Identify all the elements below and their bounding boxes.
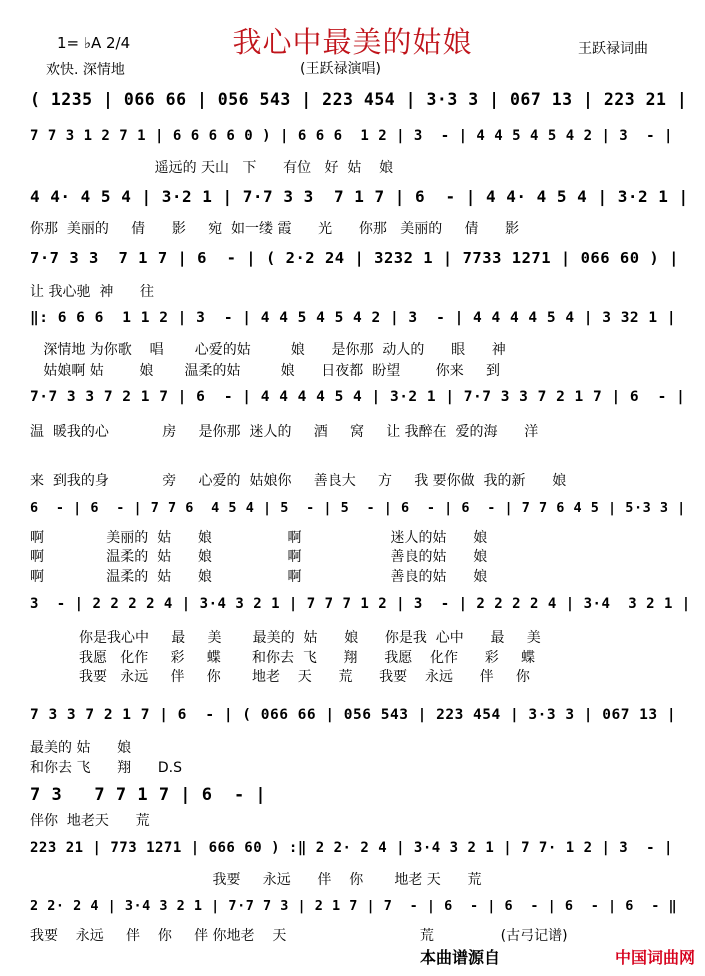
score-row-4: 7·7 3 3 7 1 7 | 6 - | ( 2·2 24 | 3232 1 | 7733 1271 | 066 60 ) |: [30, 249, 679, 267]
lyric-row-6a: 温 暖我的心 房 是你那 迷人的 酒 窝 让 我醉在 爱的海 洋: [30, 424, 539, 440]
key-signature: 1= ♭A 2/4: [57, 34, 131, 52]
lyric-row-5a: 深情地 为你歌 唱 心爱的姑 娘 是你那 动人的 眼 神: [30, 342, 506, 358]
page-title: 我心中最美的姑娘: [232, 25, 473, 59]
lyric-row-8a: 你是我心中 最 美 最美的 姑 娘 你是我 心中 最 美: [30, 630, 541, 646]
lyric-row-7c: 啊 温柔的 姑 娘 啊 善良的姑 娘: [30, 569, 488, 585]
singer-credit: (王跃禄演唱): [300, 61, 381, 77]
lyric-row-12: 我要 永远 伴 你 伴 你地老 天 荒 (古弓记谱): [30, 928, 568, 944]
lyric-row-6b: 来 到我的身 旁 心爱的 姑娘你 善良大 方 我 要你做 我的新 娘: [30, 473, 567, 489]
score-row-9: 7 3 3 7 2 1 7 | 6 - | ( 066 66 | 056 543 | 223 454 | 3·3 3 | 067 13 |: [30, 707, 677, 723]
score-row-7: 6 - | 6 - | 7 7 6 4 5 4 | 5 - | 5 - | 6 - | 6 - | 7 7 6 4 5 | 5·3 3 |: [30, 500, 686, 516]
score-row-2: 7 7 3 1 2 7 1 | 6 6 6 6 0 ) | 6 6 6 1 2 | 3 - | 4 4 5 4 5 4 2 | 3 - |: [30, 128, 673, 144]
lyric-row-3: 你那 美丽的 倩 影 宛 如一缕 霞 光 你那 美丽的 倩 影: [30, 221, 520, 237]
lyric-row-2: 遥远的 天山 下 有位 好 姑 娘: [30, 160, 394, 176]
author-credit: 王跃禄词曲: [578, 41, 648, 57]
lyric-row-8b: 我愿 化作 彩 蝶 和你去 飞 翔 我愿 化作 彩 蝶: [30, 650, 536, 666]
tempo-mark: 欢快. 深情地: [46, 62, 125, 78]
lyric-row-4: 让 我心驰 神 往: [30, 284, 155, 300]
score-row-5: ‖: 6 6 6 1 1 2 | 3 - | 4 4 5 4 5 4 2 | 3 - | 4 4 4 4 5 4 | 3 32 1 |: [30, 310, 677, 326]
lyric-row-11: 我要 永远 伴 你 地老 天 荒: [30, 872, 482, 888]
score-row-1: ( 1235 | 066 66 | 056 543 | 223 454 | 3·3 3 | 067 13 | 223 21 |: [30, 90, 688, 109]
lyric-row-9a: 最美的 姑 娘: [30, 740, 132, 756]
score-row-3: 4 4· 4 5 4 | 3·2 1 | 7·7 3 3 7 1 7 | 6 - | 4 4· 4 5 4 | 3·2 1 |: [30, 187, 689, 206]
lyric-row-9b: 和你去 飞 翔 D.S: [30, 760, 182, 776]
score-row-10: 7 3 7 7 1 7 | 6 - |: [30, 785, 267, 805]
lyric-row-10: 伴你 地老天 荒: [30, 813, 150, 829]
score-row-8: 3 - | 2 2 2 2 4 | 3·4 3 2 1 | 7 7 7 1 2 | 3 - | 2 2 2 2 4 | 3·4 3 2 1 |: [30, 596, 691, 612]
score-row-6: 7·7 3 3 7 2 1 7 | 6 - | 4 4 4 4 5 4 | 3·2 1 | 7·7 3 3 7 2 1 7 | 6 - |: [30, 389, 686, 405]
lyric-row-5b: 姑娘啊 姑 娘 温柔的姑 娘 日夜都 盼望 你来 到: [30, 363, 501, 379]
score-row-11: 223 21 | 773 1271 | 666 60 ) :‖ 2 2· 2 4 | 3·4 3 2 1 | 7 7· 1 2 | 3 - |: [30, 840, 673, 856]
lyric-row-8c: 我要 永远 伴 你 地老 天 荒 我要 永远 伴 你: [30, 669, 530, 685]
footer-source-label: 本曲谱源自: [419, 948, 500, 967]
lyric-row-7a: 啊 美丽的 姑 娘 啊 迷人的姑 娘: [30, 530, 488, 546]
lyric-row-7b: 啊 温柔的 姑 娘 啊 善良的姑 娘: [30, 549, 488, 565]
score-row-12: 2 2· 2 4 | 3·4 3 2 1 | 7·7 7 3 | 2 1 7 | 7 - | 6 - | 6 - | 6 - | 6 - ‖: [30, 898, 678, 914]
footer-site-link[interactable]: 中国词曲网: [614, 948, 695, 967]
